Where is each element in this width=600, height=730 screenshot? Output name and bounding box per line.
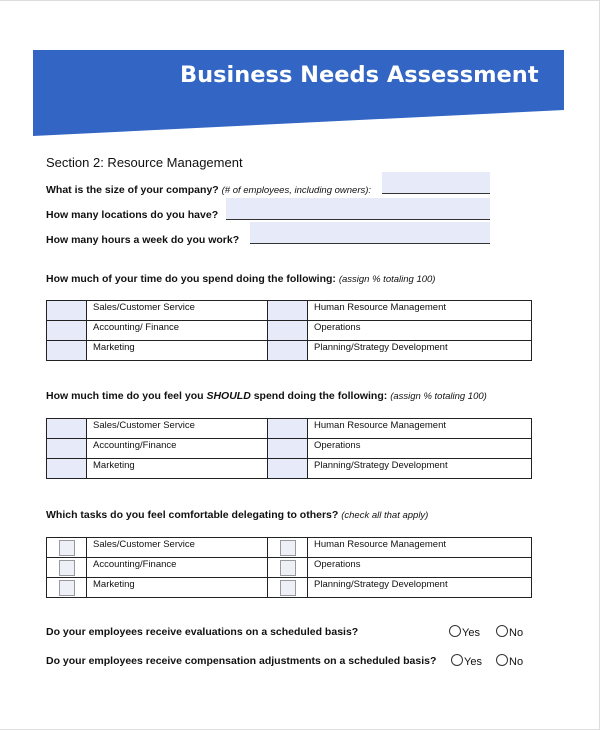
evaluations-yes-radio[interactable] bbox=[449, 625, 461, 637]
delegate-hr-checkbox[interactable] bbox=[280, 540, 296, 556]
time-should-hint: (assign % totaling 100) bbox=[390, 391, 487, 402]
delegate-table bbox=[46, 537, 532, 598]
section-title: Section 2: Resource Management bbox=[46, 155, 243, 170]
time-spent-operations-input[interactable] bbox=[268, 321, 308, 341]
time-should-sales-label: Sales/Customer Service bbox=[87, 419, 268, 439]
evaluations-yes-option[interactable] bbox=[449, 625, 480, 639]
delegate-question bbox=[46, 509, 428, 521]
table-row bbox=[47, 459, 532, 479]
delegate-accounting-label: Accounting/Finance bbox=[87, 558, 268, 578]
evaluations-no-radio[interactable] bbox=[496, 625, 508, 637]
company-size-input[interactable] bbox=[382, 172, 490, 194]
locations-input[interactable] bbox=[226, 198, 490, 220]
time-spent-planning-input[interactable] bbox=[268, 341, 308, 361]
time-spent-marketing-input[interactable] bbox=[47, 341, 87, 361]
time-spent-planning-label: Planning/Strategy Development bbox=[308, 341, 532, 361]
time-should-table bbox=[46, 418, 532, 479]
locations-question bbox=[46, 209, 218, 221]
delegate-accounting-cell bbox=[47, 558, 87, 578]
hours-input[interactable] bbox=[250, 222, 490, 244]
table-row bbox=[47, 558, 532, 578]
table-row bbox=[47, 321, 532, 341]
table-row bbox=[47, 538, 532, 558]
evaluations-no-option[interactable] bbox=[496, 625, 523, 639]
hours-label: How many hours a week do you work? bbox=[46, 234, 240, 246]
company-size-hint: (# of employees, including owners): bbox=[221, 185, 372, 196]
delegate-sales-cell bbox=[47, 538, 87, 558]
time-should-emphasis: SHOULD bbox=[206, 390, 251, 402]
time-should-label-post: spend doing the following: bbox=[250, 390, 388, 402]
time-spent-sales-label: Sales/Customer Service bbox=[87, 301, 268, 321]
table-row bbox=[47, 578, 532, 598]
table-row bbox=[47, 301, 532, 321]
delegate-hr-cell bbox=[268, 538, 308, 558]
delegate-operations-label: Operations bbox=[308, 558, 532, 578]
compensation-yes-option[interactable] bbox=[451, 654, 482, 668]
time-should-marketing-label: Marketing bbox=[87, 459, 268, 479]
time-should-operations-label: Operations bbox=[308, 439, 532, 459]
time-spent-label: How much of your time do you spend doing the following: bbox=[46, 273, 336, 285]
compensation-yes-label: Yes bbox=[464, 656, 482, 668]
delegate-operations-cell bbox=[268, 558, 308, 578]
delegate-marketing-label: Marketing bbox=[87, 578, 268, 598]
evaluations-yes-label: Yes bbox=[462, 627, 480, 639]
locations-label: How many locations do you have? bbox=[46, 209, 219, 221]
compensation-no-radio[interactable] bbox=[496, 654, 508, 666]
time-should-hr-label: Human Resource Management bbox=[308, 419, 532, 439]
time-should-hr-input[interactable] bbox=[268, 419, 308, 439]
time-should-sales-input[interactable] bbox=[47, 419, 87, 439]
delegate-marketing-cell bbox=[47, 578, 87, 598]
time-spent-hint: (assign % totaling 100) bbox=[338, 274, 436, 285]
time-spent-accounting-label: Accounting/ Finance bbox=[87, 321, 268, 341]
time-spent-hr-label: Human Resource Management bbox=[308, 301, 532, 321]
page-title: Business Needs Assessment bbox=[180, 62, 539, 88]
time-spent-marketing-label: Marketing bbox=[87, 341, 268, 361]
time-should-question bbox=[46, 390, 487, 402]
delegate-hr-label: Human Resource Management bbox=[308, 538, 532, 558]
evaluations-no-label: No bbox=[509, 627, 524, 639]
compensation-question: Do your employees receive compensation adjustments on a scheduled basis? bbox=[46, 655, 437, 667]
delegate-marketing-checkbox[interactable] bbox=[59, 580, 75, 596]
hours-question bbox=[46, 234, 239, 246]
time-should-planning-input[interactable] bbox=[268, 459, 308, 479]
time-spent-hr-input[interactable] bbox=[268, 301, 308, 321]
time-spent-question bbox=[46, 273, 435, 285]
evaluations-question: Do your employees receive evaluations on a scheduled basis? bbox=[46, 626, 359, 638]
delegate-operations-checkbox[interactable] bbox=[280, 560, 296, 576]
delegate-accounting-checkbox[interactable] bbox=[59, 560, 75, 576]
time-spent-operations-label: Operations bbox=[308, 321, 532, 341]
table-row bbox=[47, 419, 532, 439]
compensation-no-option[interactable] bbox=[496, 654, 523, 668]
compensation-no-label: No bbox=[509, 656, 524, 668]
time-should-label-pre: How much time do you feel you bbox=[46, 390, 207, 402]
delegate-hint: (check all that apply) bbox=[341, 510, 429, 521]
delegate-sales-checkbox[interactable] bbox=[59, 540, 75, 556]
time-spent-sales-input[interactable] bbox=[47, 301, 87, 321]
time-spent-accounting-input[interactable] bbox=[47, 321, 87, 341]
delegate-sales-label: Sales/Customer Service bbox=[87, 538, 268, 558]
delegate-planning-checkbox[interactable] bbox=[280, 580, 296, 596]
table-row bbox=[47, 341, 532, 361]
company-size-question bbox=[46, 184, 371, 196]
time-should-operations-input[interactable] bbox=[268, 439, 308, 459]
time-should-planning-label: Planning/Strategy Development bbox=[308, 459, 532, 479]
delegate-planning-cell bbox=[268, 578, 308, 598]
table-row bbox=[47, 439, 532, 459]
delegate-label: Which tasks do you feel comfortable delegating to others? bbox=[46, 509, 339, 521]
time-should-accounting-input[interactable] bbox=[47, 439, 87, 459]
time-spent-table bbox=[46, 300, 532, 361]
compensation-yes-radio[interactable] bbox=[451, 654, 463, 666]
time-should-accounting-label: Accounting/Finance bbox=[87, 439, 268, 459]
time-should-marketing-input[interactable] bbox=[47, 459, 87, 479]
company-size-label: What is the size of your company? bbox=[46, 184, 219, 196]
delegate-planning-label: Planning/Strategy Development bbox=[308, 578, 532, 598]
